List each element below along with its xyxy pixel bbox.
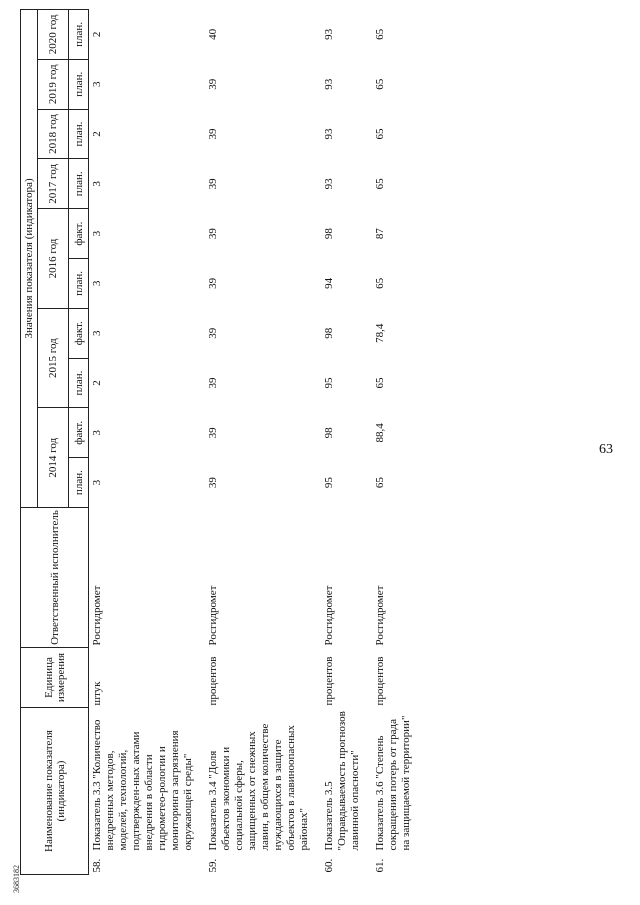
value-cell: 39 xyxy=(207,277,219,289)
value-cell: 65 xyxy=(374,277,386,289)
row-number: 58. xyxy=(91,858,103,873)
value-cell: 65 xyxy=(374,178,386,190)
value-cell: 98 xyxy=(323,427,335,439)
header-plan-2014: план. xyxy=(69,458,89,508)
indicator-name: Показатель 3.3 "Количество внедренных методов, моделей, технологий, подтвержден-ных актами внедрения в области гидрометео-рологии и мониторинга загрязнения окружающей среды" xyxy=(91,719,194,851)
unit-cell: процентов xyxy=(207,656,219,706)
value-cell: 39 xyxy=(207,427,219,439)
table-row xyxy=(89,9,206,874)
value-cell: 95 xyxy=(323,377,335,389)
value-cell: 3 xyxy=(91,330,103,336)
value-cell: 39 xyxy=(207,327,219,339)
header-plan-2018: план. xyxy=(69,109,89,159)
table-row xyxy=(205,9,321,874)
responsible-cell: Росгидромет xyxy=(323,585,335,646)
indicator-name: Показатель 3.4 "Доля объектов экономики и социальной сферы, защищенных от снежных лавин, в общем количестве нуждающихся в защите объектов в лавиноопасных районах" xyxy=(207,723,310,851)
responsible-cell: Росгидромет xyxy=(91,585,103,646)
header-unit: Единица измерения xyxy=(21,648,89,708)
header-2014: 2014 год xyxy=(38,408,69,508)
value-cell: 93 xyxy=(323,178,335,190)
unit-cell: процентов xyxy=(374,656,386,706)
header-2017: 2017 год xyxy=(38,159,69,209)
value-cell: 65 xyxy=(374,78,386,90)
indicator-table xyxy=(20,9,423,875)
responsible-cell: Росгидромет xyxy=(207,585,219,646)
value-cell: 39 xyxy=(207,178,219,190)
value-cell: 40 xyxy=(207,28,219,40)
header-name: Наименование показателя (индикатора) xyxy=(21,708,89,875)
value-cell: 39 xyxy=(207,377,219,389)
value-cell: 3 xyxy=(91,280,103,287)
table-row xyxy=(321,9,372,874)
responsible-cell: Росгидромет xyxy=(374,585,386,646)
indicator-name: Показатель 3.5 "Оправдываемость прогнозов лавинной опасности" xyxy=(323,711,361,851)
header-plan-2017: план. xyxy=(69,159,89,209)
header-responsible: Ответственный исполнитель xyxy=(21,508,89,648)
table-row xyxy=(372,9,423,874)
value-cell: 93 xyxy=(323,128,335,140)
value-cell: 78,4 xyxy=(374,323,386,343)
value-cell: 3 xyxy=(91,430,103,436)
value-cell: 65 xyxy=(374,377,386,389)
header-2018: 2018 год xyxy=(38,109,69,159)
value-cell: 87 xyxy=(374,228,386,240)
header-plan-2015: план. xyxy=(69,358,89,408)
value-cell: 3 xyxy=(91,230,103,237)
value-cell: 2 xyxy=(91,380,103,386)
value-cell: 39 xyxy=(207,477,219,489)
header-fact-2014: факт. xyxy=(69,408,89,458)
header-2016: 2016 год xyxy=(38,209,69,309)
value-cell: 88,4 xyxy=(374,423,386,443)
header-plan-2016: план. xyxy=(69,259,89,309)
value-cell: 94 xyxy=(323,277,335,289)
document-id: 3683182 xyxy=(12,865,21,893)
header-fact-2015: факт. xyxy=(69,308,89,358)
value-cell: 93 xyxy=(323,78,335,90)
row-number: 61. xyxy=(374,858,386,873)
value-cell: 3 xyxy=(91,81,103,87)
header-plan-2020: план. xyxy=(69,9,89,59)
row-number: 59. xyxy=(207,858,219,873)
unit-cell: процентов xyxy=(323,656,335,706)
header-fact-2016: факт. xyxy=(69,209,89,259)
header-2020: 2020 год xyxy=(38,9,69,59)
value-cell: 98 xyxy=(323,327,335,339)
value-cell: 3 xyxy=(91,479,103,486)
value-cell: 65 xyxy=(374,477,386,489)
indicator-name: Показатель 3.6 "Степень сокращения потерь от града на защищаемой территории" xyxy=(374,715,412,851)
value-cell: 98 xyxy=(323,228,335,240)
value-cell: 93 xyxy=(323,28,335,40)
value-cell: 65 xyxy=(374,128,386,140)
page-number: 63 xyxy=(599,442,613,457)
header-2015: 2015 год xyxy=(38,308,69,408)
header-2019: 2019 год xyxy=(38,59,69,109)
value-cell: 2 xyxy=(91,131,103,137)
value-cell: 3 xyxy=(91,181,103,187)
value-cell: 95 xyxy=(323,477,335,489)
value-cell: 39 xyxy=(207,228,219,240)
value-cell: 39 xyxy=(207,128,219,140)
value-cell: 39 xyxy=(207,78,219,90)
unit-cell: штук xyxy=(91,681,103,706)
row-number: 60. xyxy=(323,858,335,873)
header-values: Значения показателя (индикатора) xyxy=(21,9,38,507)
value-cell: 65 xyxy=(374,28,386,40)
header-plan-2019: план. xyxy=(69,59,89,109)
value-cell: 2 xyxy=(91,31,103,38)
